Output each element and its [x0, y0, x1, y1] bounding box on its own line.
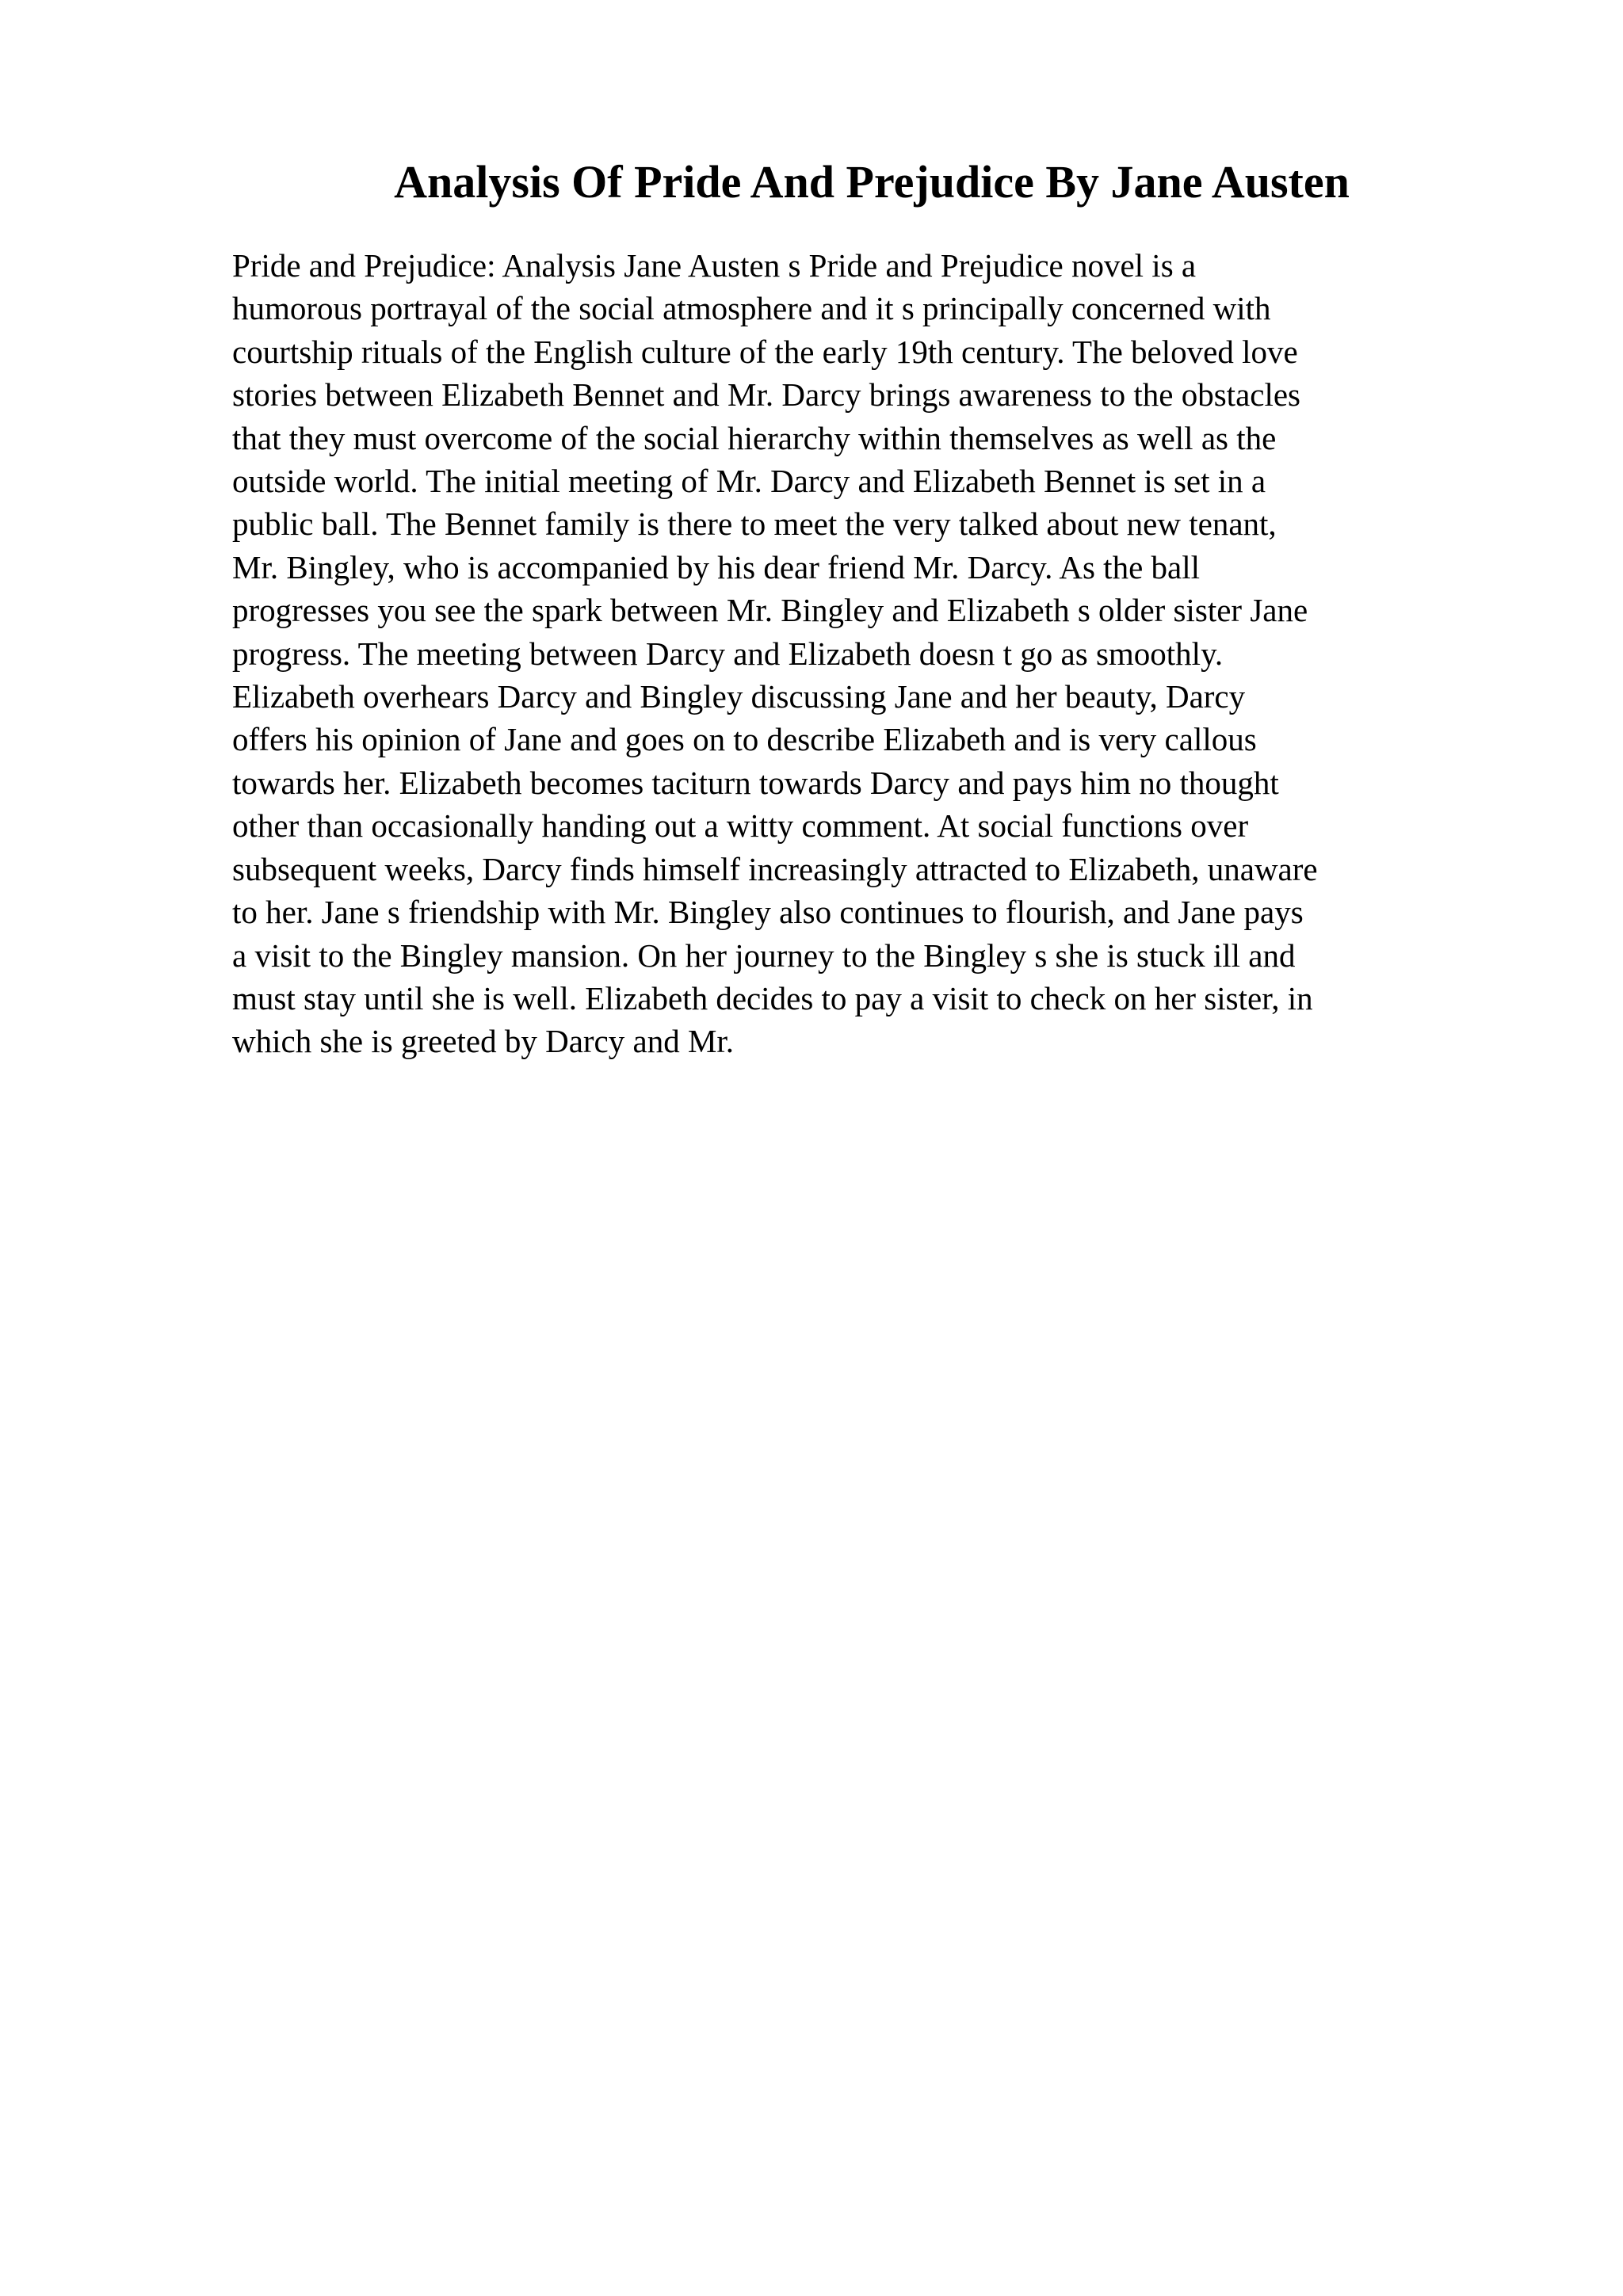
body-line: a visit to the Bingley mansion. On her journey to the Bingley s she is stuck ill and: [232, 936, 1296, 974]
body-line: must stay until she is well. Elizabeth decides to pay a visit to check on her sister, in: [232, 979, 1313, 1016]
body-line: Pride and Prejudice: Analysis Jane Austen s Pride and Prejudice novel is a: [232, 247, 1197, 284]
body-line: stories between Elizabeth Bennet and Mr. Darcy brings awareness to the obstacles: [232, 376, 1301, 414]
body-line: Mr. Bingley, who is accompanied by his dear friend Mr. Darcy. As the ball: [232, 548, 1200, 585]
body-line: to her. Jane s friendship with Mr. Bingley also continues to flourish, and Jane pays: [232, 894, 1304, 931]
body-line: outside world. The initial meeting of Mr. Darcy and Elizabeth Bennet is set in a: [232, 463, 1266, 500]
body-line: Elizabeth overhears Darcy and Bingley discussing Jane and her beauty, Darcy: [232, 678, 1246, 715]
body-line: progress. The meeting between Darcy and Elizabeth doesn t go as smoothly.: [232, 635, 1224, 672]
body-line: humorous portrayal of the social atmosphere and it s principally concerned with: [232, 290, 1271, 327]
body-line: that they must overcome of the social hierarchy within themselves as well as the: [232, 419, 1277, 456]
body-line: which she is greeted by Darcy and Mr.: [232, 1023, 735, 1060]
document-body: [232, 244, 1476, 1063]
body-line: offers his opinion of Jane and goes on to describe Elizabeth and is very callous: [232, 721, 1257, 758]
document-title: Analysis Of Pride And Prejudice By Jane Austen: [394, 156, 1350, 208]
body-line: other than occasionally handing out a witty comment. At social functions over: [232, 807, 1249, 845]
body-line: public ball. The Bennet family is there to meet the very talked about new tenant,: [232, 505, 1277, 543]
body-line: courtship rituals of the English culture of the early 19th century. The beloved love: [232, 333, 1298, 370]
body-line: subsequent weeks, Darcy finds himself increasingly attracted to Elizabeth, unaware: [232, 850, 1318, 887]
body-line: progresses you see the spark between Mr. Bingley and Elizabeth s older sister Jane: [232, 592, 1308, 629]
body-line: towards her. Elizabeth becomes taciturn towards Darcy and pays him no thought: [232, 764, 1279, 801]
